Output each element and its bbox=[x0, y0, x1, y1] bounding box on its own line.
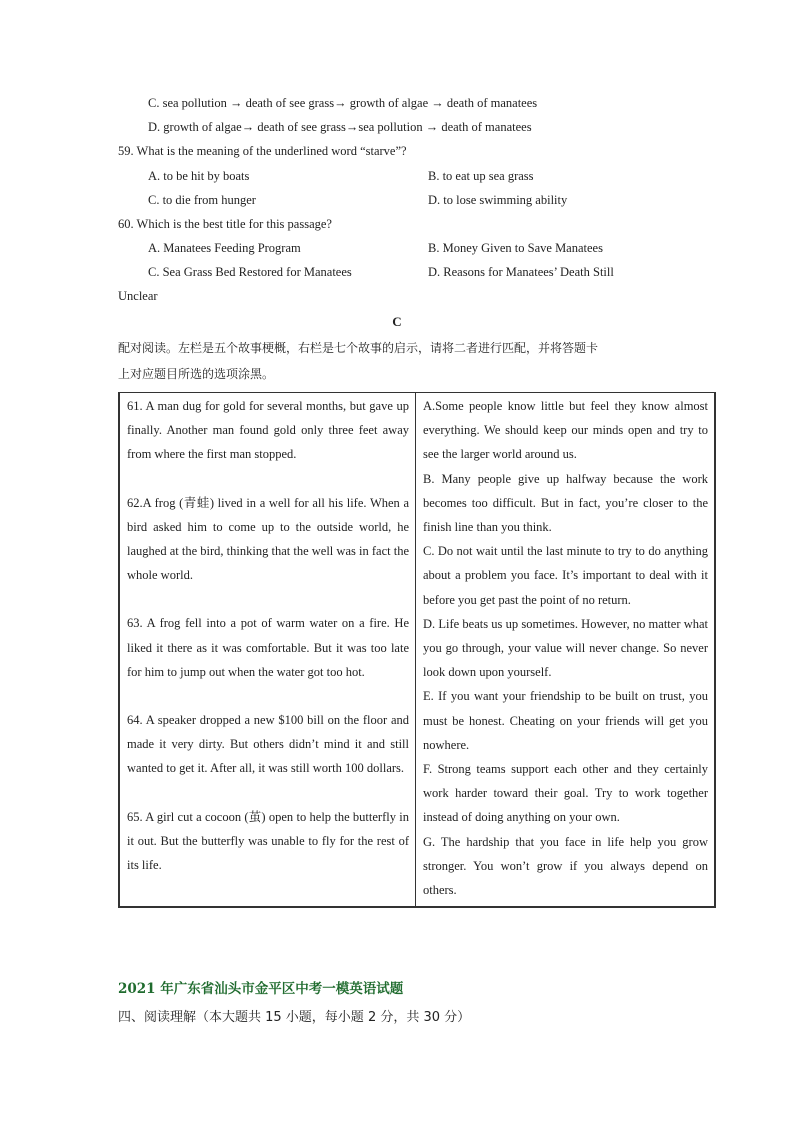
q60-option-a: A. Manatees Feeding Program bbox=[148, 241, 301, 255]
q60-option-b: B. Money Given to Save Manatees bbox=[428, 241, 603, 255]
lesson-b: B. Many people give up halfway because the work becomes too difficult. But in fact, you’re closer to the finish line than you think. bbox=[423, 471, 708, 535]
q60-option-d: D. Reasons for Manatees’ Death Still bbox=[428, 265, 614, 279]
q60-stem: 60. Which is the best title for this passage? bbox=[118, 217, 332, 231]
q60-option-d-wrap: Unclear bbox=[118, 289, 158, 303]
section-c-instruction-2: 上对应题目所选的选项涂黑。 bbox=[118, 367, 275, 381]
lesson-f: F. Strong teams support each other and they certainly work harder toward their goal. Try to work together instead of doing anything on your own. bbox=[423, 762, 708, 825]
q59-option-d: D. to lose swimming ability bbox=[428, 193, 568, 207]
lesson-g: G. The hardship that you face in life help you grow stronger. You won’t grow if you always depend on others. bbox=[423, 834, 708, 898]
stories-column bbox=[119, 393, 416, 908]
lesson-d: D. Life beats us up sometimes. However, no matter what you go through, your value will never change. So never look down upon yourself. bbox=[423, 616, 708, 680]
lesson-e: E. If you want your friendship to be built on trust, you must be honest. Cheating on your friends will get you nowhere. bbox=[423, 689, 708, 752]
lesson-c: C. Do not wait until the last minute to try to do anything about a problem you face. It’s important to deal with it before you get past the point of no return. bbox=[423, 544, 708, 607]
q59-option-c: C. to die from hunger bbox=[148, 193, 256, 207]
lessons-column bbox=[416, 393, 716, 908]
q59-stem: 59. What is the meaning of the underlined word “starve”? bbox=[118, 144, 407, 158]
q59-option-b: B. to eat up sea grass bbox=[428, 169, 534, 183]
q58-option-d: D. growth of algae→ death of see grass→sea pollution → death of manatees bbox=[148, 120, 532, 134]
section-c-instruction-1: 配对阅读。左栏是五个故事梗概，右栏是七个故事的启示，请将二者进行匹配，并将答题卡 bbox=[118, 341, 599, 355]
story-62: 62.A frog (青蛙) lived in a well for all his life. When a bird asked him to come up to the outside world, he laughed at the bird, thinking that the well was in fact the whole world. bbox=[127, 495, 409, 583]
story-61: 61. A man dug for gold for several months, but gave up finally. Another man found gold only three feet away from where the first man stopped. bbox=[127, 399, 409, 462]
story-64: 64. A speaker dropped a new $100 bill on the floor and made it very dirty. But others didn’t mind it and still wanted to get it. After all, it was still worth 100 dollars. bbox=[127, 713, 409, 776]
story-63: 63. A frog fell into a pot of warm water on a fire. He liked it there as it was comfortable. But it was too late for him to jump out when the water got too hot. bbox=[127, 616, 409, 679]
lesson-a: A.Some people know little but feel they know almost everything. We should keep our minds open and try to see the larger world around us. bbox=[423, 399, 708, 462]
exam-title: 2021 年广东省汕头市金平区中考一模英语试题 bbox=[118, 981, 404, 997]
section-c-label: C bbox=[392, 314, 402, 329]
q60-option-c: C. Sea Grass Bed Restored for Manatees bbox=[148, 265, 352, 279]
q59-option-a: A. to be hit by boats bbox=[148, 169, 250, 183]
story-65: 65. A girl cut a cocoon (茧) open to help the butterfly in it out. But the butterfly was unable to fly for the rest of its life. bbox=[127, 809, 409, 873]
reading-section-title: 四、阅读理解（本大题共 15 小题，每小题 2 分，共 30 分） bbox=[118, 1010, 471, 1025]
q58-option-c: C. sea pollution → death of see grass→ growth of algae → death of manatees bbox=[148, 96, 538, 110]
matching-table bbox=[118, 392, 716, 908]
